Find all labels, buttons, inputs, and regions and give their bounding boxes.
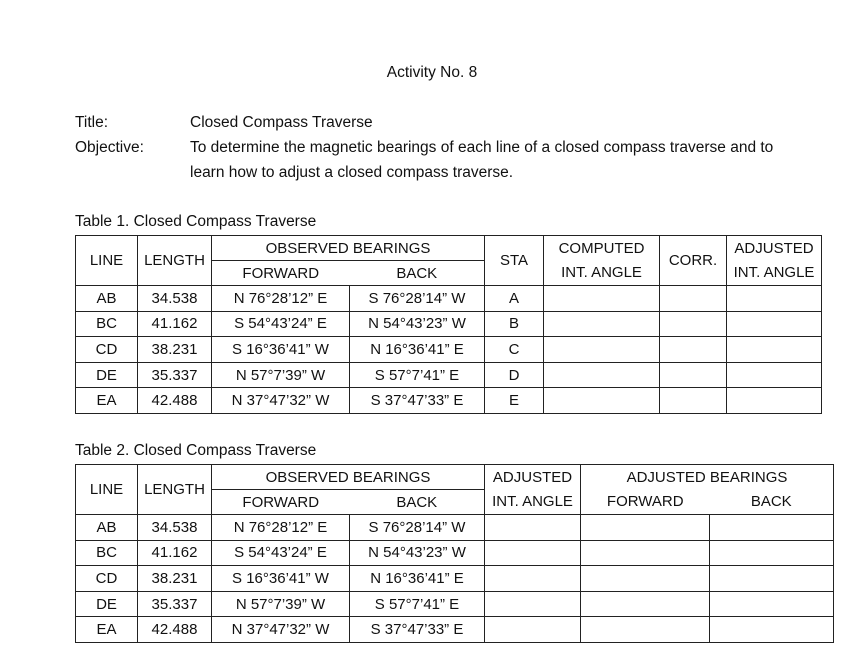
table2-header-forward: FORWARD xyxy=(212,490,350,515)
table2-cell-line: AB xyxy=(76,515,138,541)
table2-cell-adj-forward-empty xyxy=(581,566,710,592)
table1-header-sta: STA xyxy=(485,236,544,286)
table2-cell-line: DE xyxy=(76,591,138,617)
table1-cell-line: EA xyxy=(76,388,138,414)
table1-cell-sta: C xyxy=(485,337,544,363)
table1-cell-line: BC xyxy=(76,311,138,337)
table1-cell-back: N 16°36’41” E xyxy=(350,337,485,363)
table2-cell-adj-forward-empty xyxy=(581,617,710,643)
table1-cell-adjusted-empty xyxy=(727,337,822,363)
table1-cell-corr-empty xyxy=(660,362,727,388)
table1-cell-adjusted-empty xyxy=(727,286,822,312)
table2-caption: Table 2. Closed Compass Traverse xyxy=(75,442,317,459)
table2-header-length: LENGTH xyxy=(138,465,212,515)
table1-header-corr: CORR. xyxy=(660,236,727,286)
title-value: Closed Compass Traverse xyxy=(190,114,373,131)
table1-cell-computed-empty xyxy=(544,362,660,388)
table2-cell-length: 41.162 xyxy=(138,540,212,566)
table2-cell-forward: S 16°36’41” W xyxy=(212,566,350,592)
table2-cell-back: S 37°47’33” E xyxy=(350,617,485,643)
table1-header-back: BACK xyxy=(350,261,485,286)
title-label: Title: xyxy=(75,114,109,131)
table2-cell-adj-forward-empty xyxy=(581,591,710,617)
table2-header-adjusted-int-angle: INT. ANGLE xyxy=(485,490,581,515)
table1-row xyxy=(76,337,822,363)
table1-cell-corr-empty xyxy=(660,286,727,312)
table1-header-length: LENGTH xyxy=(138,236,212,286)
table2-cell-adjusted-empty xyxy=(485,617,581,643)
table1-cell-back: S 76°28’14” W xyxy=(350,286,485,312)
table1-cell-sta: D xyxy=(485,362,544,388)
table2-cell-adj-forward-empty xyxy=(581,515,710,541)
table1-header-forward: FORWARD xyxy=(212,261,350,286)
table1-cell-length: 35.337 xyxy=(138,362,212,388)
table2 xyxy=(75,464,834,643)
table2-header-observed-bearings: OBSERVED BEARINGS xyxy=(212,465,485,490)
table1-row xyxy=(76,311,822,337)
table1 xyxy=(75,235,822,414)
table2-cell-adj-back-empty xyxy=(710,540,834,566)
table1-cell-length: 38.231 xyxy=(138,337,212,363)
table1-cell-back: S 57°7’41” E xyxy=(350,362,485,388)
table2-cell-forward: N 37°47’32” W xyxy=(212,617,350,643)
table2-header-adj-back: BACK xyxy=(710,490,834,515)
activity-heading: Activity No. 8 xyxy=(386,64,478,81)
table2-cell-adj-forward-empty xyxy=(581,540,710,566)
table1-cell-adjusted-empty xyxy=(727,362,822,388)
table1-cell-forward: N 57°7’39” W xyxy=(212,362,350,388)
table1-cell-sta: A xyxy=(485,286,544,312)
objective-text-line1: To determine the magnetic bearings of each line of a closed compass traverse and to xyxy=(190,139,774,156)
table2-cell-adjusted-empty xyxy=(485,540,581,566)
table2-row xyxy=(76,540,834,566)
table2-cell-back: S 76°28’14” W xyxy=(350,515,485,541)
table1-cell-adjusted-empty xyxy=(727,311,822,337)
table2-row xyxy=(76,591,834,617)
objective-label: Objective: xyxy=(75,139,144,156)
table2-cell-line: EA xyxy=(76,617,138,643)
table2-cell-forward: S 54°43’24” E xyxy=(212,540,350,566)
table2-header-row-1 xyxy=(76,465,834,490)
table1-cell-forward: N 76°28’12” E xyxy=(212,286,350,312)
table2-header-back: BACK xyxy=(350,490,485,515)
table2-cell-adj-back-empty xyxy=(710,617,834,643)
table2-cell-adjusted-empty xyxy=(485,591,581,617)
table1-cell-computed-empty xyxy=(544,388,660,414)
table2-cell-forward: N 57°7’39” W xyxy=(212,591,350,617)
table1-cell-forward: S 16°36’41” W xyxy=(212,337,350,363)
table1-cell-sta: E xyxy=(485,388,544,414)
table1-header-adjusted: ADJUSTED xyxy=(727,236,822,261)
table2-cell-length: 35.337 xyxy=(138,591,212,617)
table1-cell-line: CD xyxy=(76,337,138,363)
table1-cell-sta: B xyxy=(485,311,544,337)
table1-cell-computed-empty xyxy=(544,311,660,337)
table1-cell-forward: S 54°43’24” E xyxy=(212,311,350,337)
table1-cell-line: DE xyxy=(76,362,138,388)
table2-cell-back: N 16°36’41” E xyxy=(350,566,485,592)
table1-cell-corr-empty xyxy=(660,388,727,414)
table2-cell-adj-back-empty xyxy=(710,566,834,592)
table1-cell-corr-empty xyxy=(660,311,727,337)
table2-cell-line: CD xyxy=(76,566,138,592)
table1-row xyxy=(76,286,822,312)
table1-cell-length: 34.538 xyxy=(138,286,212,312)
table1-header-line: LINE xyxy=(76,236,138,286)
table1-cell-forward: N 37°47’32” W xyxy=(212,388,350,414)
table1-cell-length: 41.162 xyxy=(138,311,212,337)
table1-cell-computed-empty xyxy=(544,286,660,312)
table2-row xyxy=(76,515,834,541)
table2-cell-forward: N 76°28’12” E xyxy=(212,515,350,541)
table1-cell-computed-empty xyxy=(544,337,660,363)
table2-header-adj-forward: FORWARD xyxy=(581,490,710,515)
table2-row xyxy=(76,566,834,592)
table2-cell-back: S 57°7’41” E xyxy=(350,591,485,617)
table2-header-line: LINE xyxy=(76,465,138,515)
table2-cell-length: 34.538 xyxy=(138,515,212,541)
table1-cell-length: 42.488 xyxy=(138,388,212,414)
table1-header-computed: COMPUTED xyxy=(544,236,660,261)
table2-header-adjusted-bearings: ADJUSTED BEARINGS xyxy=(581,465,834,490)
table2-cell-adjusted-empty xyxy=(485,566,581,592)
table1-cell-adjusted-empty xyxy=(727,388,822,414)
table2-cell-back: N 54°43’23” W xyxy=(350,540,485,566)
table1-caption: Table 1. Closed Compass Traverse xyxy=(75,213,317,230)
table1-cell-back: N 54°43’23” W xyxy=(350,311,485,337)
table1-cell-corr-empty xyxy=(660,337,727,363)
table1-row xyxy=(76,388,822,414)
table2-cell-line: BC xyxy=(76,540,138,566)
table2-cell-adj-back-empty xyxy=(710,591,834,617)
table2-row xyxy=(76,617,834,643)
table2-cell-adjusted-empty xyxy=(485,515,581,541)
table2-cell-adj-back-empty xyxy=(710,515,834,541)
table1-header-adjusted-int-angle: INT. ANGLE xyxy=(727,261,822,286)
table1-header-row-1 xyxy=(76,236,822,261)
table2-header-adjusted: ADJUSTED xyxy=(485,465,581,490)
objective-text-line2: learn how to adjust a closed compass traverse. xyxy=(190,164,514,181)
table1-row xyxy=(76,362,822,388)
table1-header-computed-int-angle: INT. ANGLE xyxy=(544,261,660,286)
table2-cell-length: 38.231 xyxy=(138,566,212,592)
table2-cell-length: 42.488 xyxy=(138,617,212,643)
table1-cell-back: S 37°47’33” E xyxy=(350,388,485,414)
table1-header-observed-bearings: OBSERVED BEARINGS xyxy=(212,236,485,261)
table1-cell-line: AB xyxy=(76,286,138,312)
